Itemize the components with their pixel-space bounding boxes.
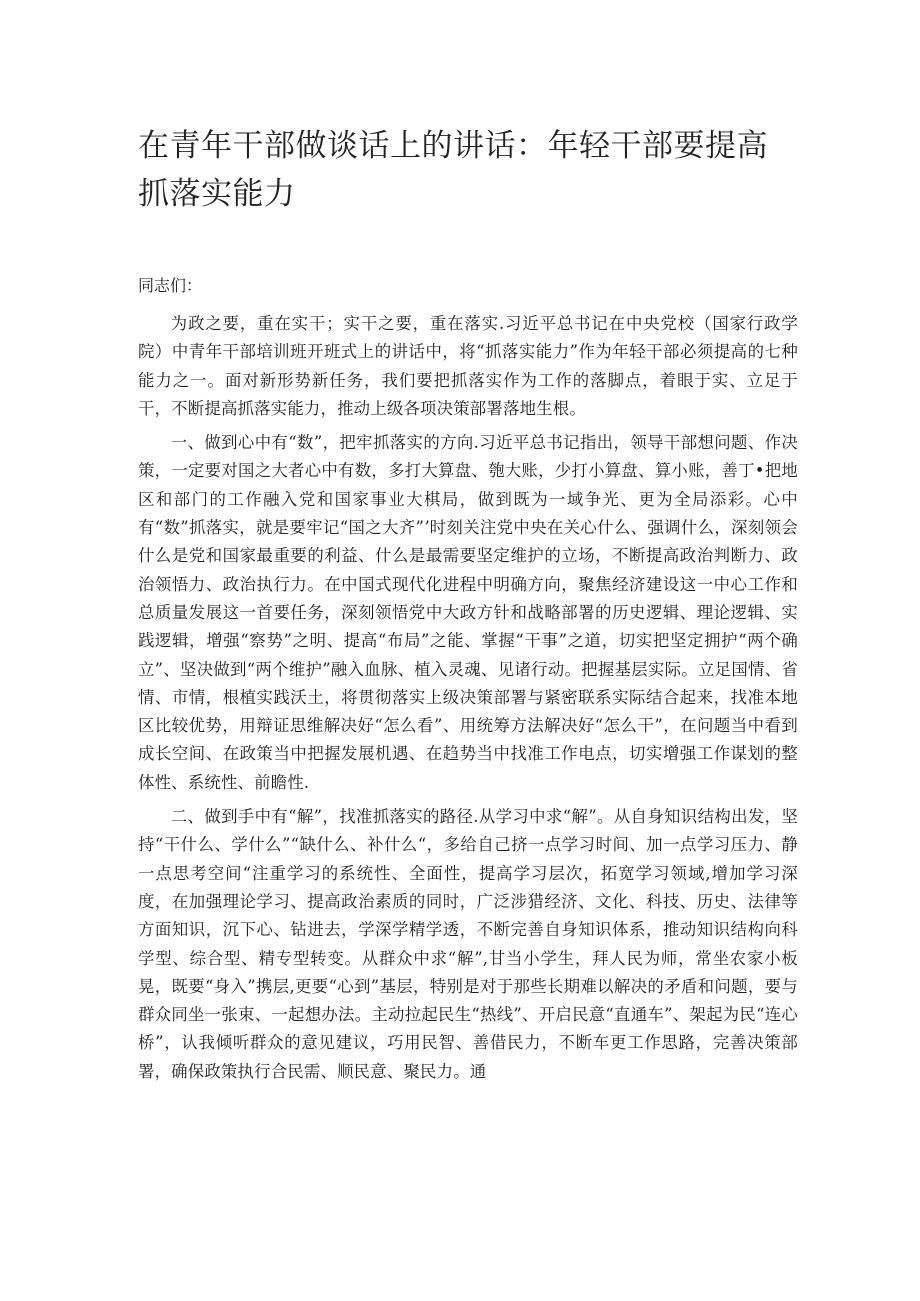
document-body — [138, 310, 798, 1092]
paragraph-section-one: 一、做到心中有“数”，把牢抓落实的方向.习近平总书记指出，领导干部想问题、作决策，一定要对国之大者心中有数，多打大算盘、匏大账，少打小算盘、算小账，善丁•把地区和部门的工作融入党和国家事业大棋局，做到既为一域争光、更为全局添彩。心中有“数”抓落实，就是要牢记“国之大齐”ʼ时刻关注党中央在关心什么、强调什么，深刻领会什么是党和国家最重要的利益、什么是最需要坚定维护的立场，不断提高政治判断力、政治领悟力、政治执行力。在中国式现代化进程中明确方向，聚焦经济建设这一中心工作和总质量发展这一首要任务，深刻领悟党中大政方针和战略部署的历史逻辑、理论逻辑、实践逻辑，增强“察势”之明、提高“布局”之能、掌握“干事”之道，切实把坚定拥护“两个确立”、坚决做到“两个维护”融入血脉、植入灵魂、见诸行动。把握基层实际。立足国情、省情、市情，根植实践沃土，将贯彻落实上级决策部署与紧密联系实际结合起来，找准本地区比较优势，用辩证思维解决好“怎么看”、用统筹方法解决好“怎么干”，在问题当中看到成长空间、在政策当中把握发展机遇、在趋势当中找准工作电点，切实增强工作谋划的整体性、系统性、前瞻性. — [138, 433, 798, 792]
paragraph-intro: 为政之要，重在实干；实干之要，重在落实.习近平总书记在中央党校（国家行政学院）中青年干部培训班开班式上的讲话中，将“抓落实能力”作为年轻干部必须提高的七种能力之一。面对新形势新任务，我们要把抓落实作为工作的落脚点，着眼于实、立足于干，不断提高抓落实能力，推动上级各项决策部署落地生根。 — [138, 314, 798, 418]
paragraph-section-two: 二、做到手中有“解”，找准抓落实的路径.从学习中求“解”。从自身知识结构出发，坚持“干什么、学什么”“缺什么、补什么“，多给自己挤一点学习时间、加一点学习压力、静一点思考空间“注重学习的系统性、全面性，提高学习层次，拓宽学习领域,增加学习深度，在加强理论学习、提高政治素质的同时，广泛涉猎经济、文化、科技、历史、法律等方面知识，沉下心、钻进去，学深学精学透，不断完善自身知识体系，推动知识结构向科学型、综合型、精专型转变。从群众中求“解”,甘当小学生，拜人民为师，常坐农家小板晃，既要“身入”携层,更要“心到”基层，特别是对于那些长期难以解决的矛盾和问题，要与群众同坐一张束、一起想办法。主动拉起民生“热线”、开启民意“直通车”、架起为民“连心桥”，认我倾听群众的意见建议，巧用民智、善借民力，不断车更工作思路，完善决策部署，确保政策执行合民需、顺民意、聚民力。通 — [138, 807, 798, 1081]
document-title: 在青年干部做谈话上的讲话：年轻干部要提高抓落实能力 — [138, 128, 768, 212]
greeting: 同志们： — [138, 276, 203, 295]
